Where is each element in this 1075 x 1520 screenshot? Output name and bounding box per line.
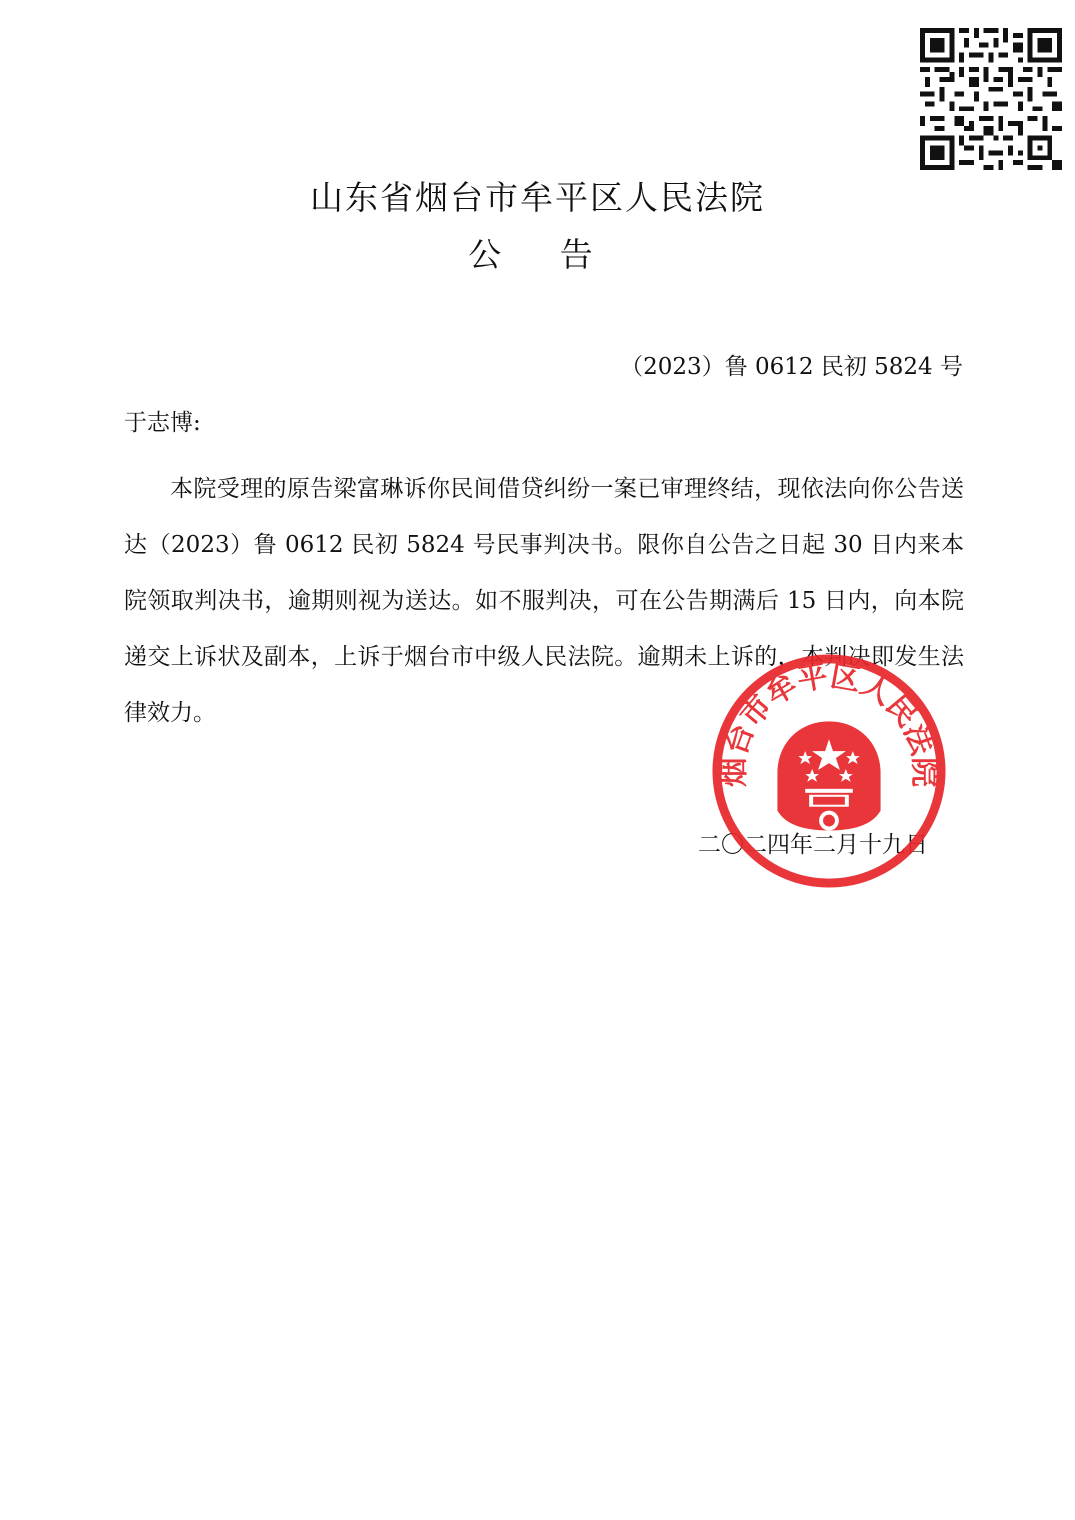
addressee: 于志博:: [124, 410, 201, 436]
court-seal-stamp: [710, 652, 948, 890]
qr-code-icon: [918, 28, 1064, 170]
issue-date: 二〇二四年二月十九日: [698, 832, 928, 858]
document-type-title: 公 告: [468, 235, 617, 274]
court-name: 山东省烟台市牟平区人民法院: [310, 178, 765, 217]
case-number: （2023）鲁 0612 民初 5824 号: [620, 354, 963, 380]
national-emblem-icon: [777, 721, 880, 830]
seal-text: 烟台市牟平区人民法院: [716, 658, 942, 788]
notice-body: 本院受理的原告梁富琳诉你民间借贷纠纷一案已审理终结，现依法向你公告送达（2023）鲁 0612 民初 5824 号民事判决书。限你自公告之日起 30 日内来本院领取判决书，逾期则视为送达。如不服判决，可在公告期满后 15 日内，向本院递交上诉状及副本，上诉于烟台市中级人民法院。逾期未上诉的，本判决即发生法律效力。: [124, 476, 964, 726]
